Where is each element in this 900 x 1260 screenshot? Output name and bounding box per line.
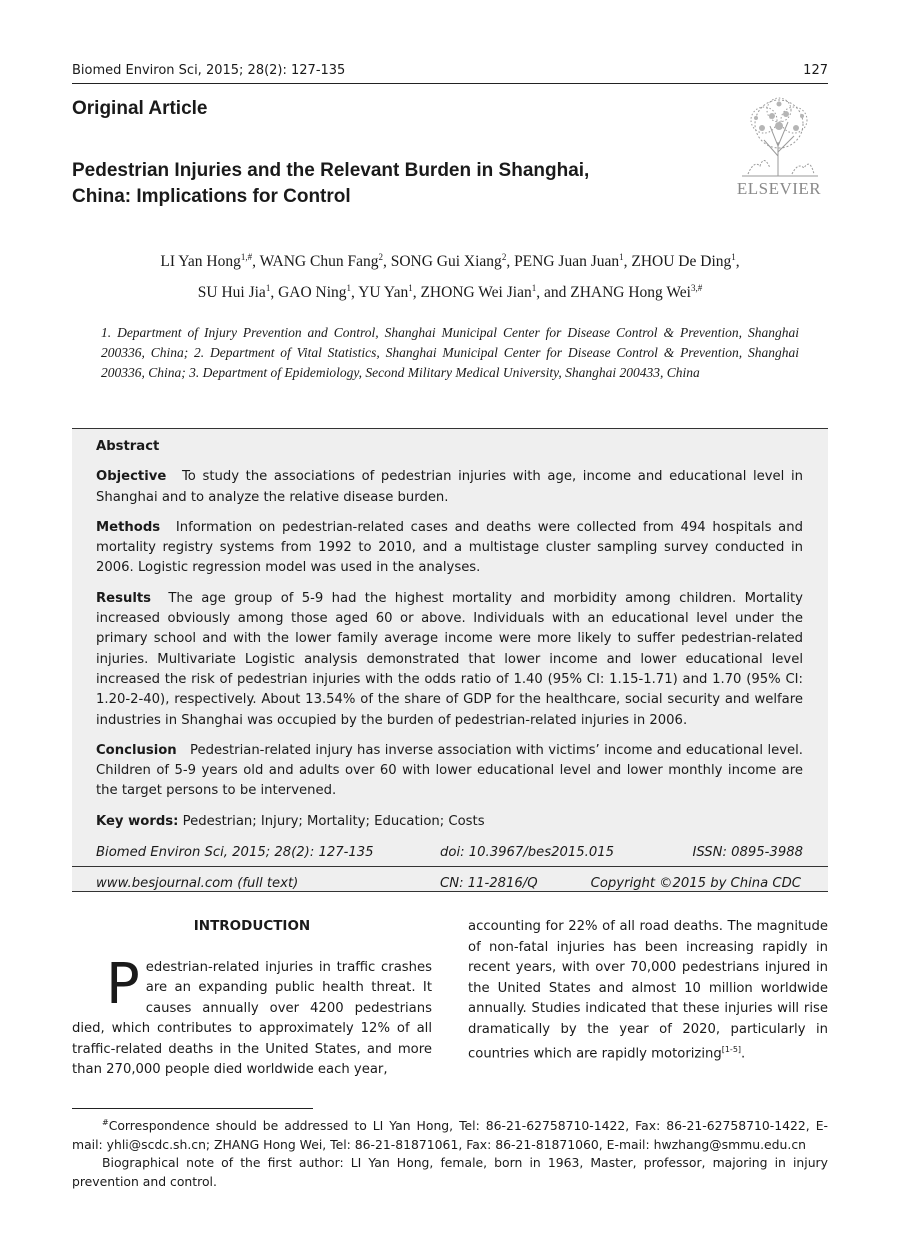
methods-label: Methods: [96, 519, 161, 535]
author-affiliation-mark: 1: [731, 252, 736, 262]
citation-row: [72, 841, 828, 867]
tree-logo-icon: [734, 96, 824, 178]
author-affiliation-mark: 3,#: [690, 283, 703, 294]
methods-text: Information on pedestrian-related cases and deaths were collected from 494 hospitals and mortality registry systems from 1992 to 2010, and a multistage cluster sampling survey conducted in 2006. Logistic regression model was used in the analyses.: [96, 519, 803, 576]
author-affiliation-mark: 1: [531, 283, 537, 294]
results-text: The age group of 5-9 had the highest mortality and morbidity among children. Mortality increased obviously among those aged 60 or above. Individuals with an educational level under the primary school and with the lower family average income were more likely to suffer pedestrian-related injuries. Multivariate Logistic analysis demonstrated that lower income and lower educational level increased the risk of pedestrian injuries with the odds ratio of 1.40 (95% CI: 1.15-1.71) and 1.70 (95% CI: 1.20-2-40), respectively. About 13.54% of the share of GDP for the healthcare, social security and welfare industries in Shanghai was occupied by the burden of pedestrian-related injuries in 2006.: [96, 590, 803, 728]
citation-ref[interactable]: [1-5]: [721, 1045, 742, 1054]
page-number: 127: [803, 63, 828, 78]
doi: doi: 10.3967/bes2015.015: [440, 845, 614, 861]
intro-text-right: accounting for 22% of all road deaths. The magnitude of non-fatal injuries has been increasing rapidly in recent years, with over 70,000 pedestrians injured in the United States and almost 10 million worldwide annually. Studies indicated that these injuries will rise dramatically by the year of 2020, particularly in countries which are rapidly motorizing: [468, 919, 828, 1062]
author-line: [72, 275, 828, 306]
author-separator: ,: [382, 253, 391, 271]
conclusion-text: Pedestrian-related injury has inverse association with victims’ income and educational level. Children of 5-9 years old and adults over 60 with lower educational level and lower monthly income are the target persons to be intervened.: [96, 742, 803, 799]
introduction-heading: INTRODUCTION: [193, 918, 311, 934]
author-list: [72, 244, 828, 306]
title-line: China: Implications for Control: [72, 186, 351, 207]
abstract-methods: [96, 518, 803, 579]
sentence-end: .: [741, 1046, 746, 1062]
affiliations: 1. Department of Injury Prevention and Control, Shanghai Municipal Center for Disease Control & Prevention, Shanghai 200336, China; 2. Department of Vital Statistics, Shanghai Municipal Center for Disease Control & Prevention, Shanghai 200336, China; 3. Department of Epidemiology, Second Military Medical University, Shanghai 200433, China: [101, 325, 799, 381]
body-column-left: [72, 916, 432, 1081]
author-separator: ,: [623, 253, 632, 271]
author-name: ZHONG Wei Jian: [420, 284, 532, 302]
author-name: PENG Juan Juan: [514, 253, 620, 271]
author-separator: ,: [351, 284, 359, 302]
abstract-heading: Abstract: [96, 439, 160, 454]
abstract-objective: [96, 467, 803, 508]
author-affiliation-mark: 1,#: [240, 252, 253, 262]
publisher-wordmark: ELSEVIER: [736, 179, 822, 198]
body-column-right: [468, 917, 828, 1065]
intro-text-left: edestrian-related injuries in traffic crashes are an expanding public health threat. It causes annually over 4200 pedestrians died, which contributes to approximately 12% of all traffic-related deaths in the United States, and more than 270,000 people died worldwide each year,: [72, 959, 432, 1077]
author-name: SONG Gui Xiang: [390, 253, 502, 271]
author-affiliation-mark: 1: [408, 283, 413, 294]
author-separator: ,: [270, 284, 279, 302]
footnote-divider: [72, 1108, 313, 1109]
author-line: [72, 244, 828, 275]
author-affiliation-mark: 2: [378, 252, 383, 262]
keywords: [96, 812, 803, 832]
author-name: ZHOU De Ding: [631, 253, 732, 271]
running-header: [72, 62, 828, 84]
abstract-results: [96, 589, 803, 731]
abstract-conclusion: [96, 741, 803, 802]
correspondence-text: Correspondence should be addressed to LI Yan Hong, Tel: 86-21-62758710-1422, Fax: 86-21-62758710-1422, E-mail: yhli@scdc.sh.cn; ZHANG Hong Wei, Tel: 86-21-81871061, Fax: 86-21-81871060, E-mail: hwzhang@smmu.edu.cn: [72, 1118, 828, 1152]
copyright: Copyright ©2015 by China CDC: [590, 876, 801, 892]
title-line: Pedestrian Injuries and the Relevant Burden in Shanghai,: [72, 160, 590, 181]
article-title: [72, 158, 692, 210]
author-separator: ,: [252, 253, 260, 271]
author-separator: , and: [536, 284, 571, 302]
author-name: ZHANG Hong Wei: [570, 284, 691, 302]
author-name: WANG Chun Fang: [259, 253, 379, 271]
citation: Biomed Environ Sci, 2015; 28(2): 127-135: [96, 845, 374, 861]
author-separator: ,: [412, 284, 421, 302]
issn: ISSN: 0895-3988: [692, 845, 803, 861]
correspondence-note: [72, 1114, 828, 1154]
publisher-logo: [730, 96, 828, 202]
conclusion-label: Conclusion: [96, 742, 177, 758]
keywords-label: Key words:: [96, 813, 179, 829]
author-name: LI Yan Hong: [160, 253, 241, 271]
drop-cap: P: [106, 951, 140, 1017]
footnotes: [72, 1114, 828, 1191]
author-affiliation-mark: 2: [501, 252, 507, 262]
results-label: Results: [96, 590, 152, 606]
objective-text: To study the associations of pedestrian injuries with age, income and educational level in Shanghai and to analyze the relative disease burden.: [96, 469, 803, 505]
biographical-note: Biographical note of the first author: LI Yan Hong, female, born in 1963, Master, professor, majoring in injury prevention and control.: [72, 1155, 828, 1189]
article-type: Original Article: [72, 98, 208, 119]
publication-row: [96, 867, 803, 890]
author-name: YU Yan: [358, 284, 409, 302]
author-separator: ,: [735, 253, 740, 271]
journal-reference: Biomed Environ Sci, 2015; 28(2): 127-135: [72, 63, 346, 78]
footnote-mark: #: [102, 1118, 109, 1127]
author-affiliation-mark: 1: [265, 283, 271, 294]
keywords-text: Pedestrian; Injury; Mortality; Education; Costs: [182, 813, 485, 829]
abstract-box: [72, 428, 828, 892]
objective-label: Objective: [96, 469, 167, 485]
journal-website[interactable]: www.besjournal.com (full text): [96, 876, 299, 892]
author-name: GAO Ning: [278, 284, 347, 302]
author-affiliation-mark: 1: [346, 283, 352, 294]
cn-number: CN: 11-2816/Q: [440, 876, 538, 892]
author-name: SU Hui Jia: [197, 284, 266, 302]
author-separator: ,: [506, 253, 515, 271]
author-affiliation-mark: 1: [619, 252, 624, 262]
